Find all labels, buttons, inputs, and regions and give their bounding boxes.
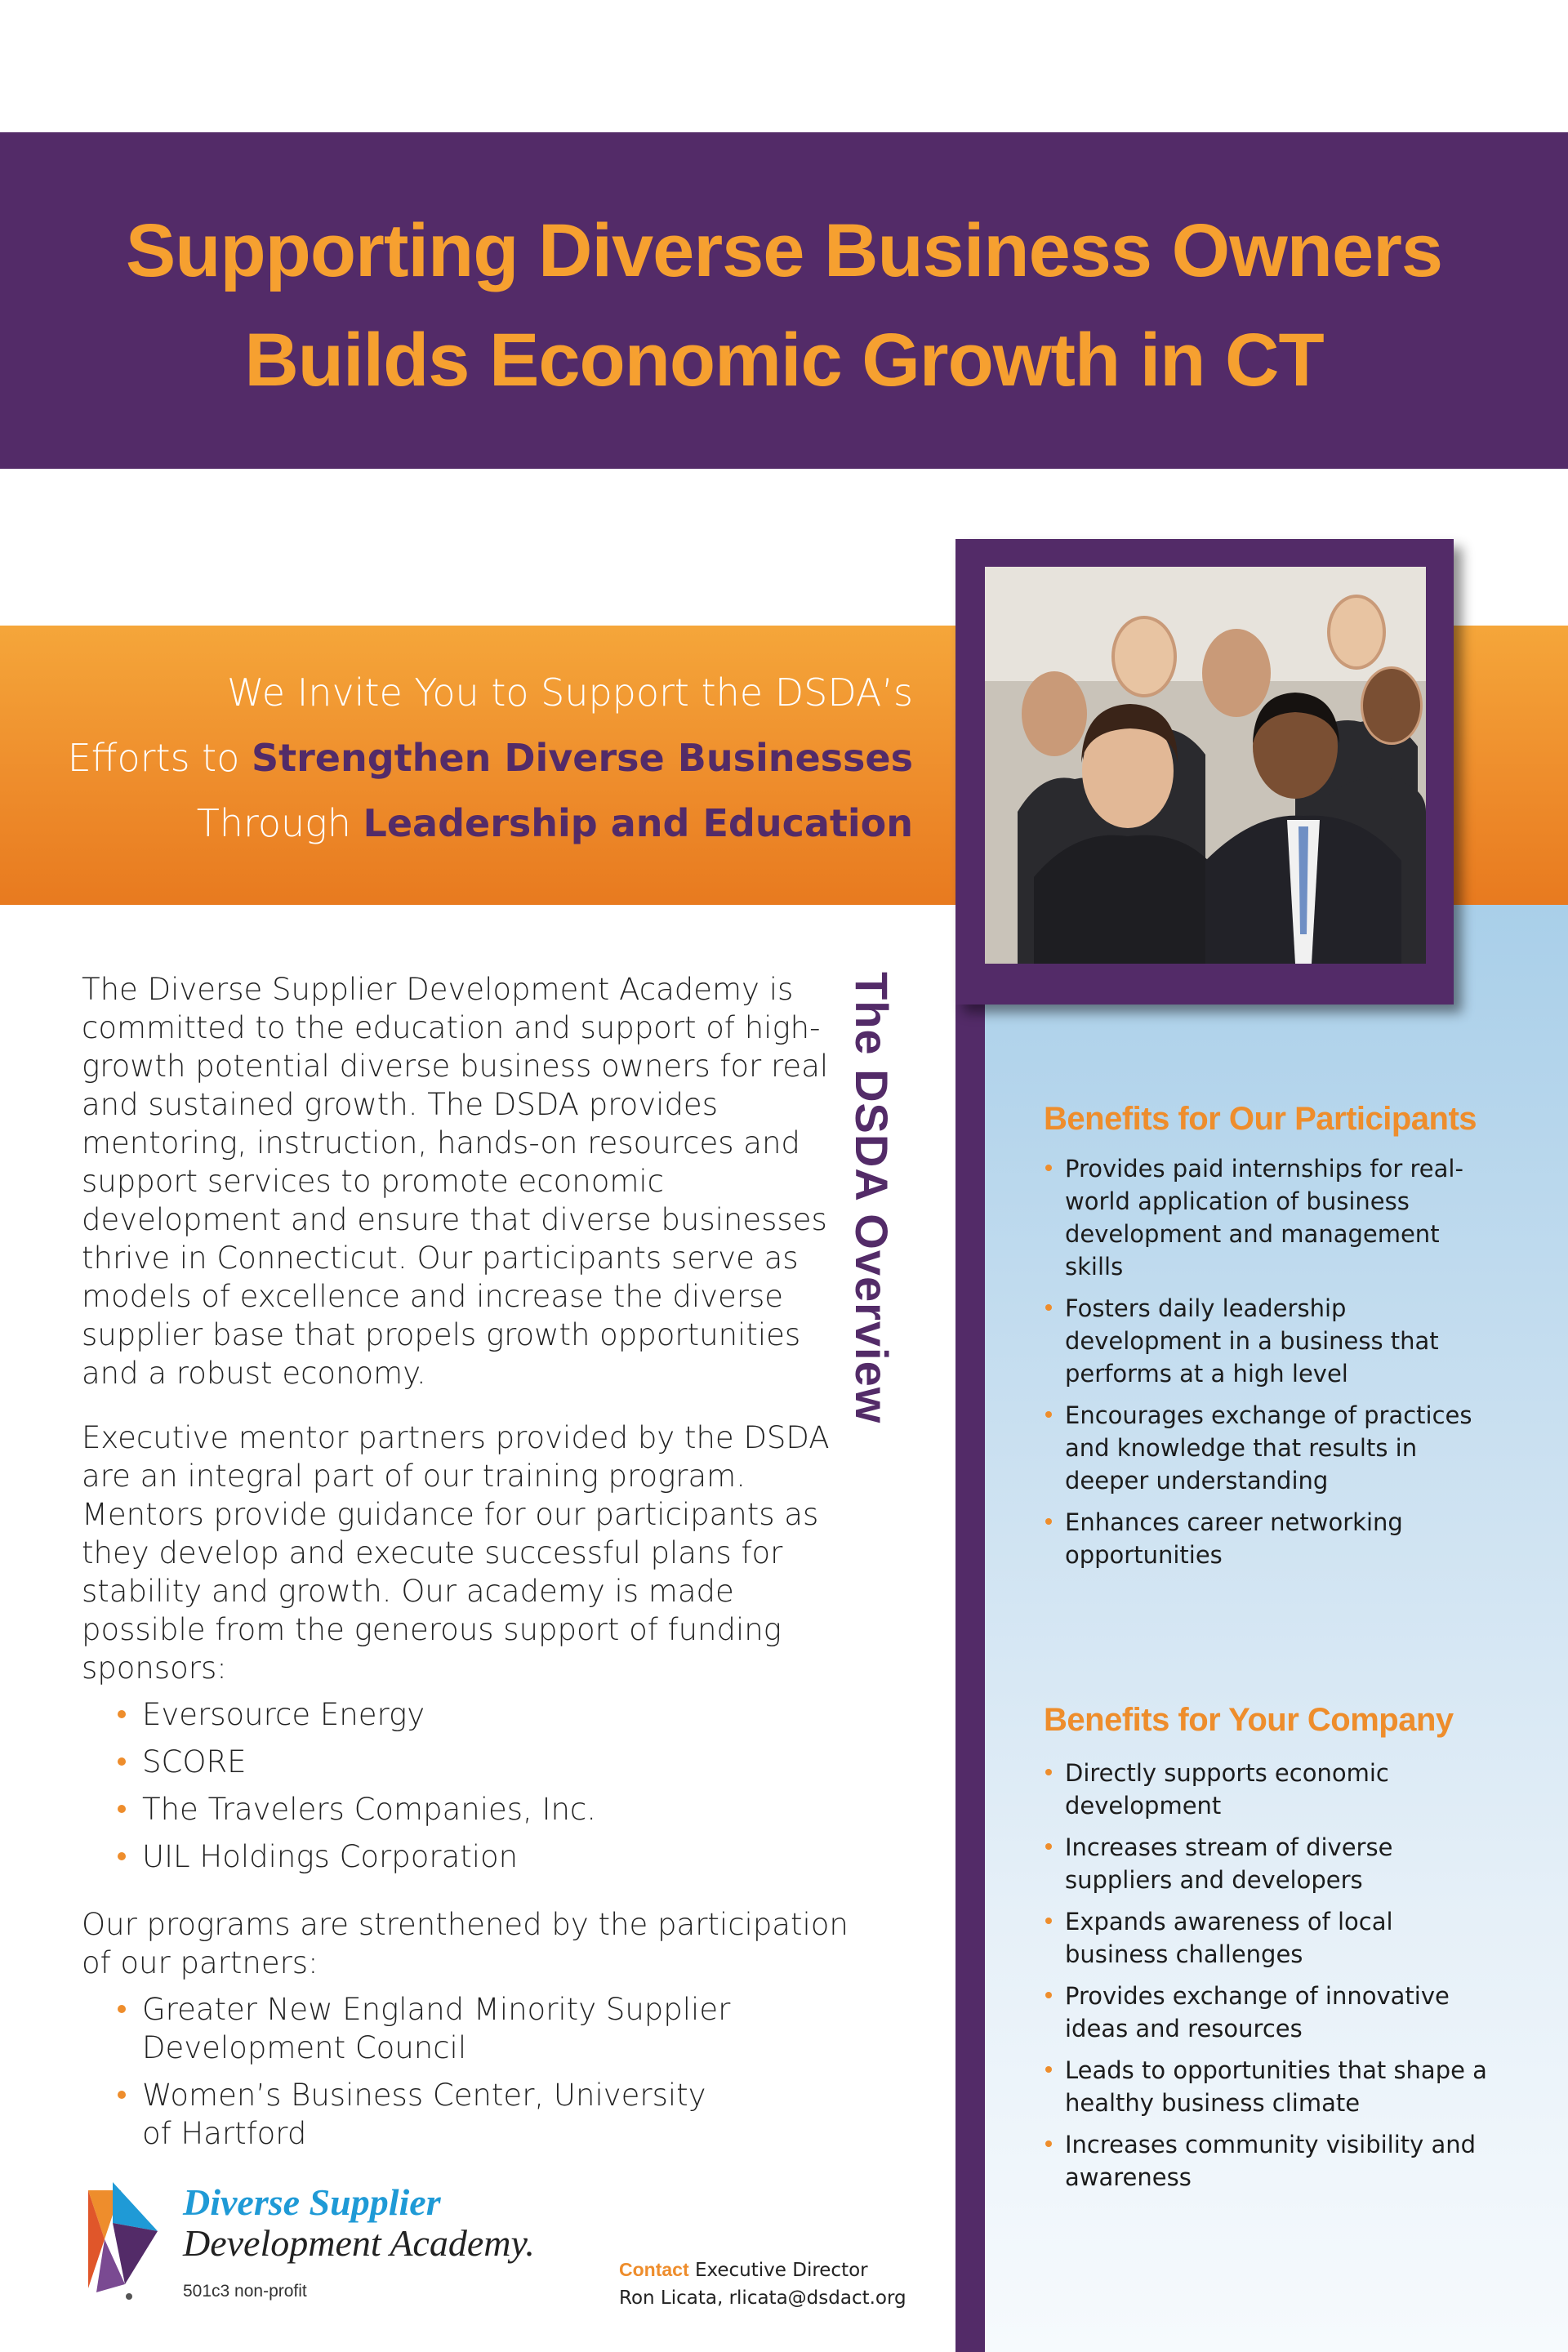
list-item: Women’s Business Center, University of Hartford [114,2076,735,2153]
list-item: Provides exchange of innovative ideas and resources [1044,1980,1501,2045]
list-item: Eversource Energy [114,1695,849,1734]
invite-line-2-pre: Efforts to [67,736,252,780]
participants-benefits [1044,1101,1501,1580]
invite-text [33,660,913,856]
logo-name-line-1: Diverse Supplier [183,2181,441,2223]
dsda-logo [80,2172,554,2311]
invite-line-2-highlight: Strengthen Diverse Businesses [251,736,913,780]
sponsor-list [82,1695,849,1876]
list-item: Encourages exchange of practices and knowledge that results in deeper understanding [1044,1399,1501,1497]
headline-line-1: Supporting Diverse Business Owners [125,209,1443,292]
invite-line-2 [33,725,913,791]
invite-line-3-highlight: Leadership and Education [363,801,913,845]
page-headline [49,196,1519,415]
list-item: SCORE [114,1743,849,1781]
list-item: Increases stream of diverse suppliers and developers [1044,1831,1501,1896]
list-item: Enhances career networking opportunities [1044,1506,1501,1571]
overview-paragraph-1: The Diverse Supplier Development Academy is committed to the education and support of high-growth potential diverse business owners for real and sustained growth. The DSDA provides mentoring, instruction, hands-on resources and support services to promote economic development and ensure that diverse businesses thrive in Connecticut. Our participants serve as models of excellence and increase the diverse supplier base that propels growth opportunities and a robust economy. [82,972,829,1391]
contact-line-1 [619,2256,946,2284]
list-item: UIL Holdings Corporation [114,1838,849,1876]
list-item: Expands awareness of local business challenges [1044,1905,1501,1971]
contact-role: Executive Director [694,2260,868,2281]
list-item: Leads to opportunities that shape a healthy business climate [1044,2054,1501,2119]
logo-mark-icon [80,2174,170,2305]
invite-line-3 [33,791,913,856]
headline-line-2: Builds Economic Growth in CT [244,318,1324,402]
contact-label: Contact [619,2259,689,2280]
team-photo [985,567,1426,964]
list-item: Greater New England Minority Supplier Development Council [114,1990,735,2067]
company-heading: Benefits for Your Company [1044,1702,1454,1738]
list-item: The Travelers Companies, Inc. [114,1790,849,1829]
logo-name-line-2: Development Academy. [183,2222,535,2264]
invite-line-1: We Invite You to Support the DSDA’s [227,670,913,715]
invite-line-3-pre: Through [196,801,363,845]
team-photo-illustration [985,567,1426,964]
overview-body [82,970,849,2182]
list-item: Provides paid internships for real-world application of business development and management skills [1044,1152,1501,1283]
company-benefits [1044,1702,1501,2203]
overview-title-text: The DSDA Overview [846,972,898,1424]
contact-block [619,2256,946,2312]
logo-tagline: 501c3 non-profit [183,2282,307,2301]
list-item: Directly supports economic development [1044,1757,1501,1822]
overview-paragraph-2: Executive mentor partners provided by the DSDA are an integral part of our training program. Mentors provide guidance for our participants as they develop and execute successful plans for stability and growth. Our academy is made possible from the generous support of funding sponsors: [82,1420,830,1686]
partner-list [82,1990,849,2153]
company-list [1044,1757,1501,2194]
list-item: Increases community visibility and awareness [1044,2128,1501,2194]
list-item: Fosters daily leadership development in a business that performs at a high level [1044,1292,1501,1390]
overview-paragraph-3: Our programs are strenthened by the participation of our partners: [82,1907,849,1980]
contact-person: Ron Licata, rlicata@dsdact.org [619,2287,906,2309]
participants-list [1044,1152,1501,1571]
participants-heading: Benefits for Our Participants [1044,1101,1477,1137]
